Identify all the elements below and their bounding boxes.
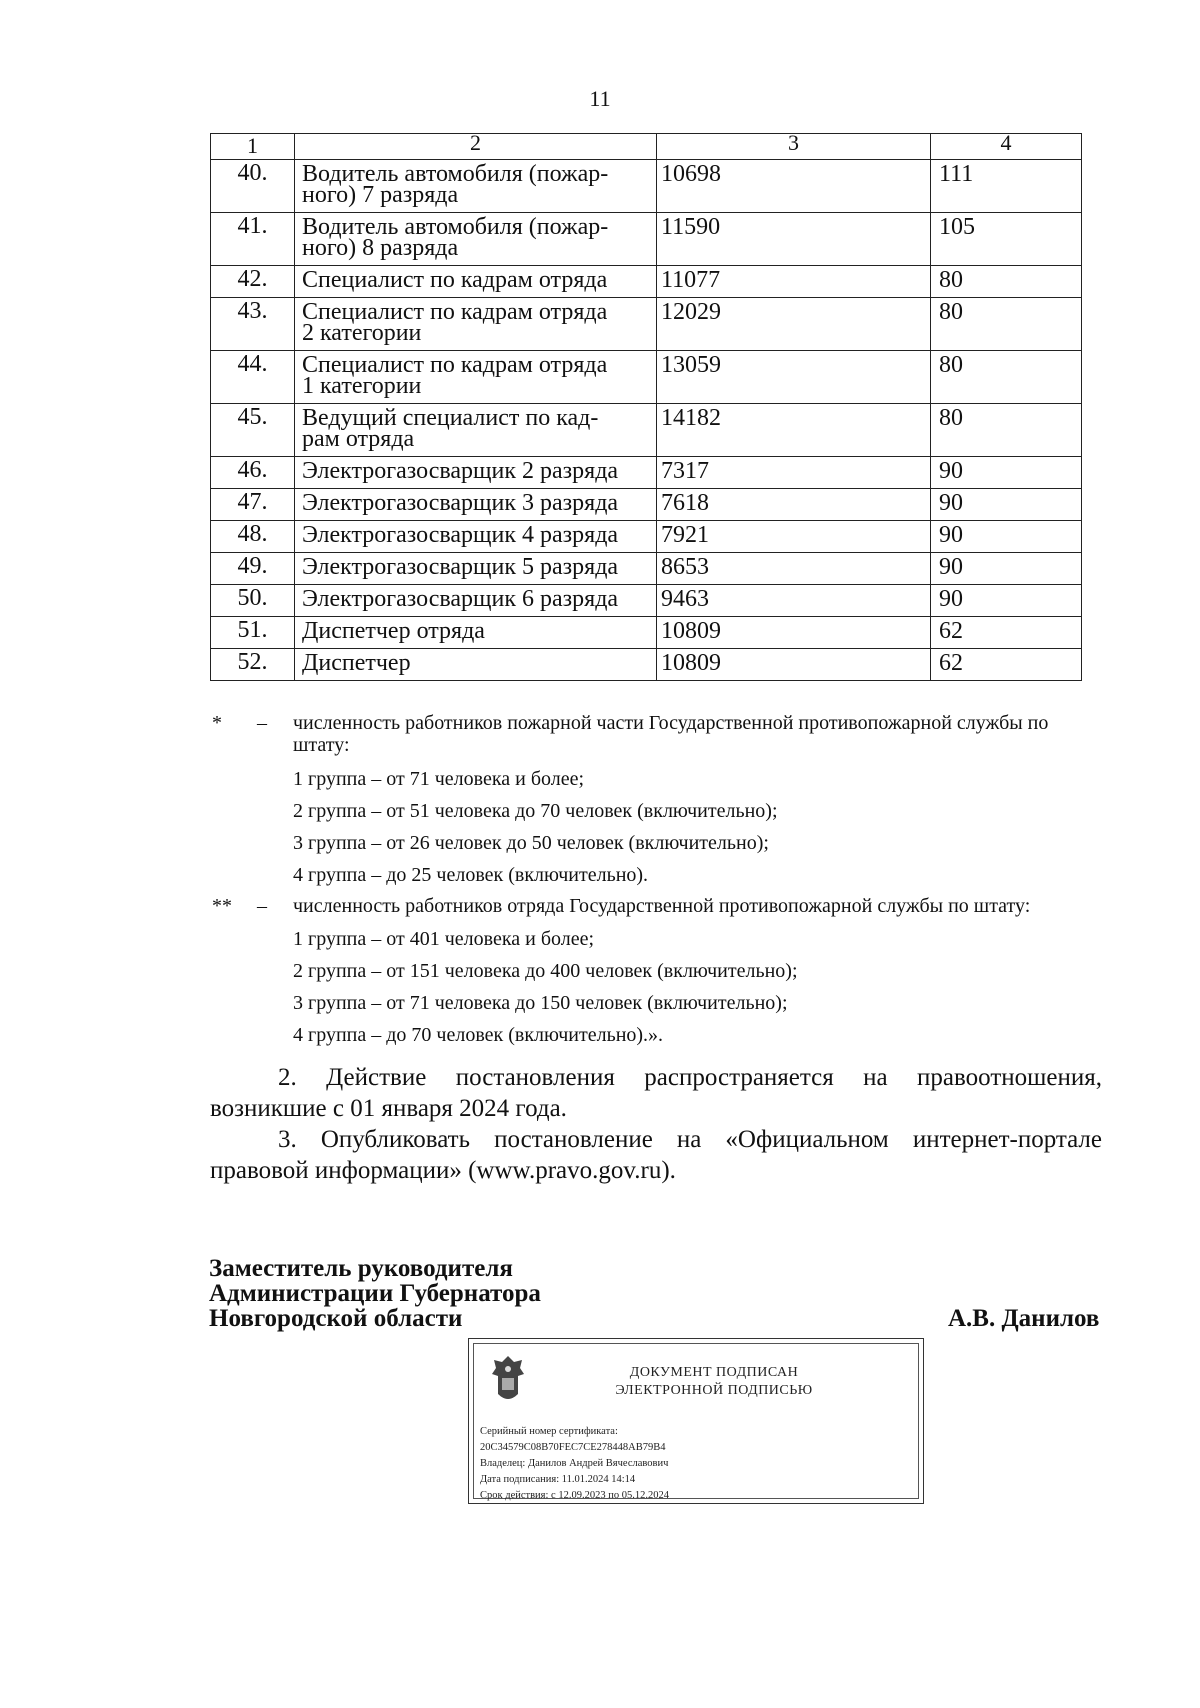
table-row: [211, 351, 1082, 404]
signature-position: [209, 1256, 541, 1331]
salary-value: 12029: [657, 298, 931, 351]
table-row: [211, 489, 1082, 521]
signature-position-line-3: Новгородской области: [209, 1305, 463, 1332]
row-number: 46.: [211, 457, 295, 489]
position-name-line: Специалист по кадрам отряда: [302, 267, 608, 293]
row-number: 43.: [211, 298, 295, 351]
row-number: 51.: [211, 617, 295, 649]
stamp-title-line-1: ДОКУМЕНТ ПОДПИСАН: [629, 1365, 799, 1380]
coat-of-arms-icon: [488, 1354, 528, 1406]
footnote-2-group-2: 2 группа – от 151 человека до 400 человек (включительно);: [293, 960, 798, 982]
stamp-line-1: Серийный номер сертификата:: [480, 1426, 618, 1437]
row-number: 49.: [211, 553, 295, 585]
percent-value: 80: [931, 298, 1082, 351]
table-header-row: [211, 134, 1082, 160]
row-number: 42.: [211, 266, 295, 298]
position-name-line: ного) 7 разряда: [302, 182, 459, 208]
position-name: [295, 617, 657, 649]
footnote-1-group-1: 1 группа – от 71 человека и более;: [293, 768, 585, 790]
footnote-1-group-4: 4 группа – до 25 человек (включительно).: [293, 864, 649, 886]
signature-position-line-1: Заместитель руководителя: [209, 1255, 513, 1282]
page-number: 11: [589, 86, 611, 111]
stamp-line-5: Срок действия: с 12.09.2023 по 05.12.2024: [480, 1490, 669, 1501]
position-name-line: 1 категории: [302, 373, 422, 399]
position-name-line: Электрогазосварщик 2 разряда: [302, 458, 619, 484]
header-col-1: 1: [211, 134, 295, 160]
row-number: 41.: [211, 213, 295, 266]
footnote-2-dash: –: [257, 895, 267, 917]
position-name-line: Специалист по кадрам отряда: [302, 299, 608, 325]
salary-value: 11590: [657, 213, 931, 266]
signatory-name: А.В. Данилов: [948, 1305, 1100, 1332]
position-name: [295, 521, 657, 553]
table-row: [211, 213, 1082, 266]
table-row: [211, 617, 1082, 649]
table-row: [211, 521, 1082, 553]
percent-value: 90: [931, 489, 1082, 521]
stamp-title-line-2: ЭЛЕКТРОННОЙ ПОДПИСЬЮ: [615, 1383, 813, 1398]
table-row: [211, 266, 1082, 298]
percent-value: 80: [931, 404, 1082, 457]
salary-value: 14182: [657, 404, 931, 457]
position-name-line: 2 категории: [302, 320, 422, 346]
row-number: 40.: [211, 160, 295, 213]
position-name-line: Водитель автомобиля (пожар-: [302, 214, 609, 240]
table-row: [211, 160, 1082, 213]
stamp-line-4: Дата подписания: 11.01.2024 14:14: [480, 1474, 636, 1485]
salary-value: 10809: [657, 649, 931, 681]
position-name-line: Ведущий специалист по кад-: [302, 405, 599, 431]
salary-value: 7317: [657, 457, 931, 489]
percent-value: 80: [931, 266, 1082, 298]
stamp-title: [564, 1364, 864, 1400]
row-number: 44.: [211, 351, 295, 404]
footnote-1-dash: –: [257, 712, 267, 734]
position-name: [295, 160, 657, 213]
footnote-2-group-3: 3 группа – от 71 человека до 150 человек (включительно);: [293, 992, 788, 1014]
header-col-2: 2: [295, 134, 657, 160]
position-name: [295, 298, 657, 351]
salary-value: 10698: [657, 160, 931, 213]
row-number: 48.: [211, 521, 295, 553]
salary-value: 8653: [657, 553, 931, 585]
position-name-line: Диспетчер отряда: [302, 618, 485, 644]
electronic-signature-stamp: [468, 1338, 924, 1504]
position-name: [295, 585, 657, 617]
position-name-line: Водитель автомобиля (пожар-: [302, 161, 609, 187]
salary-table: [210, 130, 1082, 681]
percent-value: 90: [931, 457, 1082, 489]
table-body: [211, 130, 1082, 681]
position-name-line: Диспетчер: [302, 650, 411, 676]
percent-value: 105: [931, 213, 1082, 266]
row-number: 50.: [211, 585, 295, 617]
position-name: [295, 213, 657, 266]
percent-value: 90: [931, 585, 1082, 617]
position-name-line: рам отряда: [302, 426, 415, 452]
position-name-line: Электрогазосварщик 4 разряда: [302, 522, 619, 548]
position-name-line: Электрогазосварщик 5 разряда: [302, 554, 619, 580]
stamp-details: [480, 1424, 669, 1504]
salary-value: 13059: [657, 351, 931, 404]
position-name: [295, 649, 657, 681]
salary-value: 9463: [657, 585, 931, 617]
salary-value: 7618: [657, 489, 931, 521]
header-col-3: 3: [657, 134, 931, 160]
paragraph-3: [210, 1124, 1102, 1186]
footnote-2-group-4: 4 группа – до 70 человек (включительно).».: [293, 1024, 664, 1046]
header-col-4: 4: [931, 134, 1082, 160]
position-name-line: ного) 8 разряда: [302, 235, 459, 261]
percent-value: 62: [931, 617, 1082, 649]
footnote-2-text: численность работников отряда Государственной противопожарной службы по штату:: [293, 895, 1031, 917]
footnote-1-text: численность работников пожарной части Государственной противопожарной службы по штату:: [293, 712, 1049, 756]
paragraph-2-text: 2. Действие постановления распространяется на правоотношения, возникшие с 01 января 2024 года.: [210, 1064, 1102, 1122]
percent-value: 62: [931, 649, 1082, 681]
stamp-frame: [473, 1343, 919, 1499]
stamp-line-3: Владелец: Данилов Андрей Вячеславович: [480, 1458, 669, 1469]
table-row: [211, 585, 1082, 617]
stamp-line-2: 20C34579C08B70FEC7CE278448AB79B4: [480, 1442, 666, 1453]
position-name: [295, 553, 657, 585]
table-row: [211, 404, 1082, 457]
footnote-2-mark: **: [212, 895, 232, 917]
footnote-2-group-1: 1 группа – от 401 человека и более;: [293, 928, 595, 950]
salary-value: 10809: [657, 617, 931, 649]
table-row: [211, 298, 1082, 351]
salary-value: 11077: [657, 266, 931, 298]
position-name-line: Электрогазосварщик 6 разряда: [302, 586, 619, 612]
percent-value: 90: [931, 521, 1082, 553]
footnote-1-group-2: 2 группа – от 51 человека до 70 человек (включительно);: [293, 800, 778, 822]
position-name-line: Электрогазосварщик 3 разряда: [302, 490, 619, 516]
position-name: [295, 489, 657, 521]
footnote-1-mark: *: [212, 712, 222, 734]
row-number: 45.: [211, 404, 295, 457]
position-name: [295, 457, 657, 489]
footnote-1-group-3: 3 группа – от 26 человек до 50 человек (включительно);: [293, 832, 769, 854]
table-row: [211, 649, 1082, 681]
table-row: [211, 457, 1082, 489]
position-name-line: Специалист по кадрам отряда: [302, 352, 608, 378]
paragraph-3-text: 3. Опубликовать постановление на «Официальном интернет-портале правовой информации» (www.pravo.gov.ru).: [210, 1126, 1102, 1184]
signature-position-line-2: Администрации Губернатора: [209, 1280, 541, 1307]
percent-value: 111: [931, 160, 1082, 213]
percent-value: 90: [931, 553, 1082, 585]
position-name: [295, 266, 657, 298]
position-name: [295, 351, 657, 404]
position-name: [295, 404, 657, 457]
salary-value: 7921: [657, 521, 931, 553]
row-number: 52.: [211, 649, 295, 681]
percent-value: 80: [931, 351, 1082, 404]
row-number: 47.: [211, 489, 295, 521]
table-row: [211, 553, 1082, 585]
paragraph-2: [210, 1062, 1102, 1124]
